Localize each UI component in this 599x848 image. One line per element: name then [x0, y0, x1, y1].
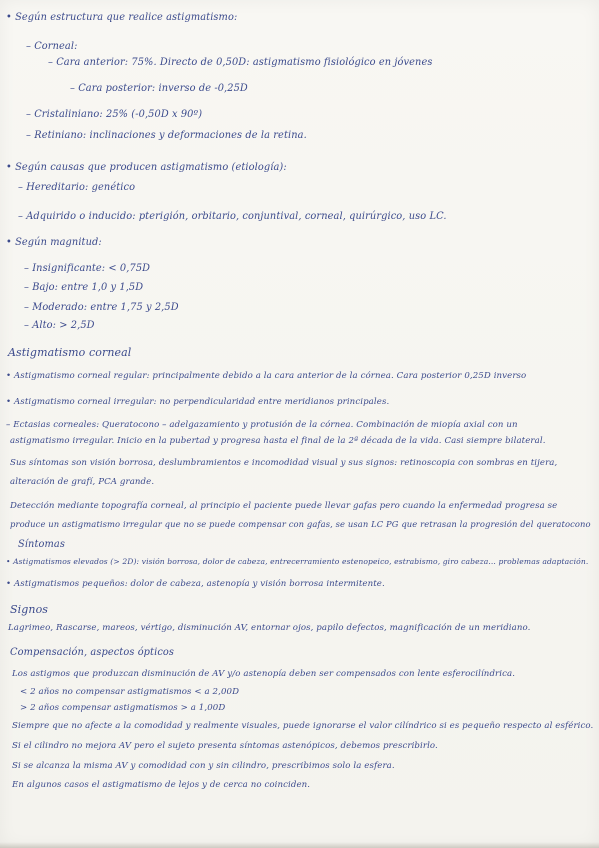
- note-line: Lagrimeo, Rascarse, mareos, vértigo, disminución AV, entornar ojos, papilo defectos, magnificación de un meridiano.: [8, 623, 531, 633]
- page-edge-shadow: [0, 842, 599, 848]
- note-line: astigmatismo irregular. Inicio en la pubertad y progresa hasta el final de la 2ª década de la vida. Casi siempre bilateral.: [10, 436, 546, 446]
- note-line: Detección mediante topografía corneal, al principio el paciente puede llevar gafas pero cuando la enfermedad progresa se: [10, 501, 558, 511]
- note-line: – Insignificante: < 0,75D: [24, 263, 151, 274]
- note-line: Si el cilindro no mejora AV pero el sujeto presenta síntomas astenópicos, debemos prescribirlo.: [12, 741, 438, 751]
- note-line: – Alto: > 2,5D: [24, 320, 95, 331]
- section-heading: Astigmatismo corneal: [8, 346, 132, 359]
- note-line: produce un astigmatismo irregular que no se puede compensar con gafas, se usan LC PG que retrasan la progresión del queratocono: [10, 519, 591, 529]
- note-line: – Retiniano: inclinaciones y deformaciones de la retina.: [26, 130, 307, 141]
- note-line: • Según estructura que realice astigmatismo:: [6, 12, 238, 23]
- note-line: Sus síntomas son visión borrosa, deslumbramientos e incomodidad visual y sus signos: retinoscopia con sombras en tijera,: [10, 458, 558, 468]
- note-line: Siempre que no afecte a la comodidad y realmente visuales, puede ignorarse el valor cilíndrico si es pequeño respecto al esférico.: [12, 721, 594, 731]
- note-line: – Cara anterior: 75%. Directo de 0,50D: astigmatismo fisiológico en jóvenes: [48, 57, 433, 68]
- note-line: alteración de grafí, PCA grande.: [10, 477, 155, 487]
- note-line: – Cara posterior: inverso de -0,25D: [70, 83, 248, 94]
- section-heading: Signos: [10, 603, 49, 616]
- note-line: En algunos casos el astigmatismo de lejos y de cerca no coinciden.: [12, 780, 311, 790]
- note-line: – Moderado: entre 1,75 y 2,5D: [24, 302, 179, 313]
- note-line: • Astigmatismos elevados (> 2D): visión borrosa, dolor de cabeza, entrecerramiento estenopeico, estrabismo, giro cabeza... problemas adaptación.: [6, 557, 589, 566]
- note-line: – Ectasias corneales: Queratocono – adelgazamiento y protusión de la córnea. Combinación de miopía axial con un: [6, 420, 518, 430]
- note-line: • Astigmatismo corneal regular: principalmente debido a la cara anterior de la córnea. Cara posterior 0,25D inverso: [6, 371, 527, 381]
- note-line: – Cristaliniano: 25% (-0,50D x 90º): [26, 109, 203, 120]
- note-line: < 2 años no compensar astigmatismos < a 2,00D: [20, 687, 240, 697]
- section-heading: Síntomas: [18, 539, 65, 550]
- note-line: Los astigmos que produzcan disminución de AV y/o astenopía deben ser compensados con lente esferocilíndrica.: [12, 669, 516, 679]
- note-line: • Según causas que producen astigmatismo (etiología):: [6, 162, 287, 173]
- note-line: – Bajo: entre 1,0 y 1,5D: [24, 282, 144, 293]
- note-line: > 2 años compensar astigmatismos > a 1,00D: [20, 703, 226, 713]
- note-line: • Astigmatismos pequeños: dolor de cabeza, astenopía y visión borrosa intermitente.: [6, 579, 385, 589]
- note-line: • Astigmatismo corneal irregular: no perpendicularidad entre meridianos principales.: [6, 397, 390, 407]
- note-line: Si se alcanza la misma AV y comodidad con y sin cilindro, prescribimos solo la esfera.: [12, 761, 395, 771]
- note-line: • Según magnitud:: [6, 237, 102, 248]
- section-heading: Compensación, aspectos ópticos: [10, 647, 175, 658]
- note-line: – Adquirido o inducido: pterigión, orbitario, conjuntival, corneal, quirúrgico, uso LC.: [18, 211, 447, 222]
- note-line: – Corneal:: [26, 41, 78, 52]
- note-line: – Hereditario: genético: [18, 182, 136, 193]
